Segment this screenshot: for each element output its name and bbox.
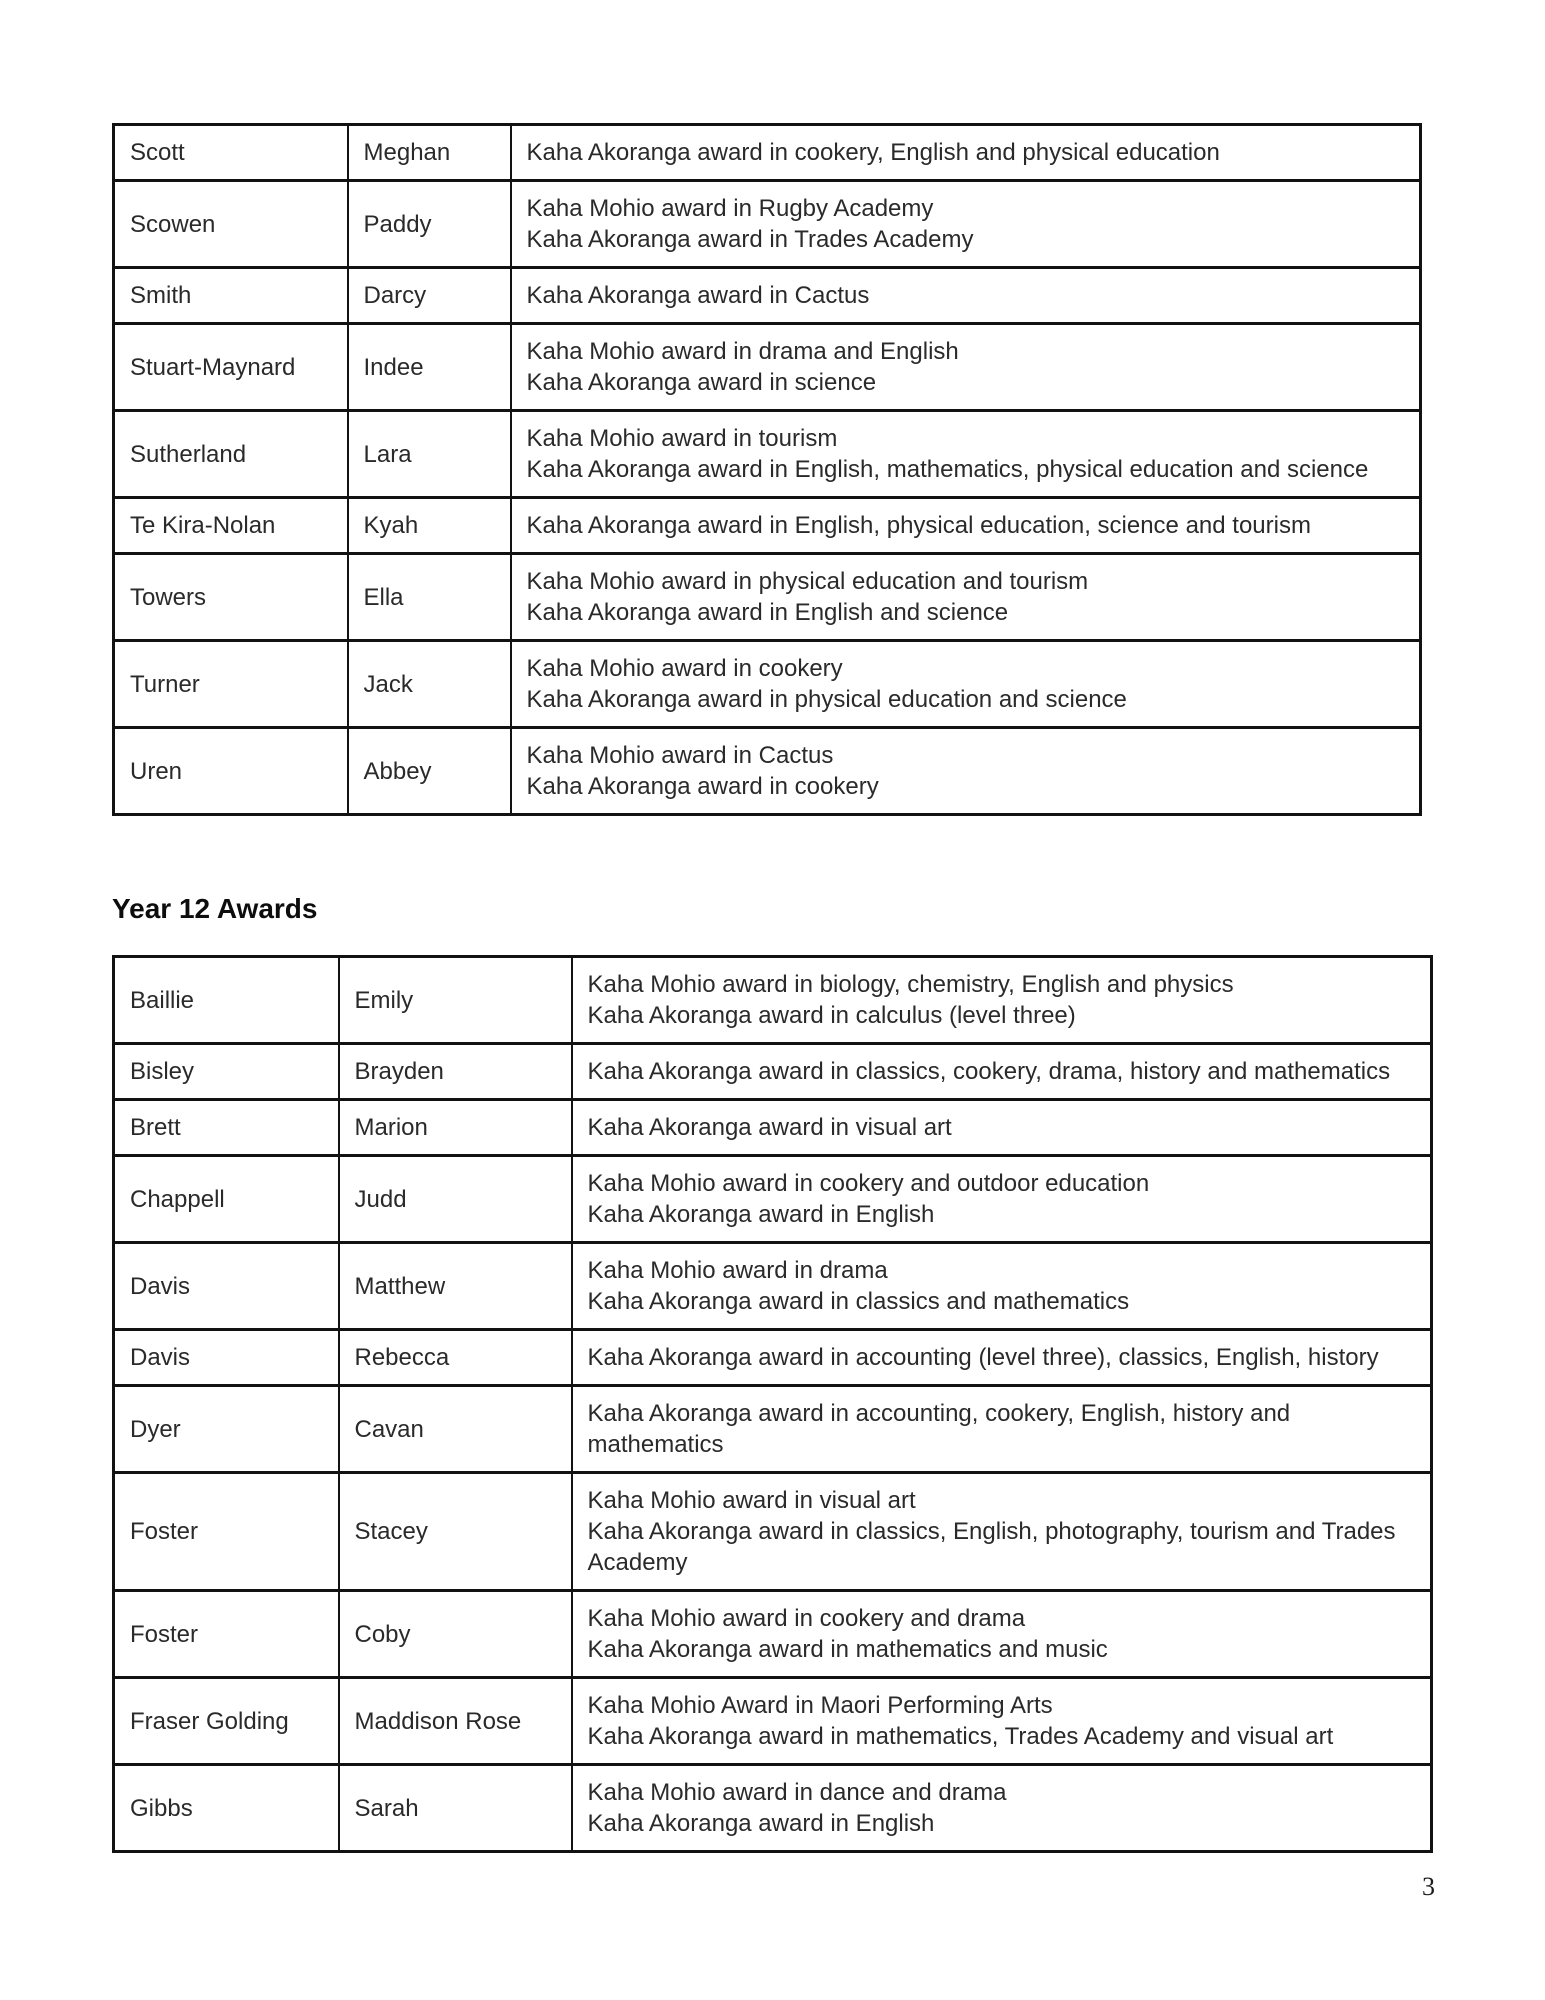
table-row — [114, 1765, 1432, 1852]
table-row — [114, 728, 1421, 815]
surname-cell: Davis — [114, 1243, 339, 1330]
first-name-cell: Jack — [348, 641, 511, 728]
awards-cell — [572, 1591, 1432, 1678]
table-row — [114, 957, 1432, 1044]
surname-cell: Fraser Golding — [114, 1678, 339, 1765]
surname-cell: Smith — [114, 268, 348, 324]
award-line: Kaha Mohio award in biology, chemistry, English and physics — [587, 971, 1234, 998]
table-row — [114, 554, 1421, 641]
awards-cell — [511, 268, 1421, 324]
award-line: Kaha Akoranga award in visual art — [587, 1114, 952, 1141]
surname-cell: Dyer — [114, 1386, 339, 1473]
surname-cell: Stuart-Maynard — [114, 324, 348, 411]
first-name-cell: Ella — [348, 554, 511, 641]
first-name-cell: Emily — [339, 957, 572, 1044]
table-row — [114, 1044, 1432, 1100]
awards-cell — [572, 1678, 1432, 1765]
table-row — [114, 1591, 1432, 1678]
surname-cell: Davis — [114, 1330, 339, 1386]
award-line: Kaha Mohio award in drama — [587, 1257, 888, 1284]
table-row — [114, 641, 1421, 728]
award-line: Kaha Akoranga award in accounting (level three), classics, English, history — [587, 1344, 1379, 1371]
awards-cell — [511, 324, 1421, 411]
award-line: Kaha Mohio award in Rugby Academy — [526, 195, 934, 222]
table-row — [114, 1100, 1432, 1156]
first-name-cell: Maddison Rose — [339, 1678, 572, 1765]
table-row — [114, 1473, 1432, 1591]
awards-cell — [511, 728, 1421, 815]
award-line: Kaha Mohio Award in Maori Performing Arts — [587, 1692, 1053, 1719]
table-row — [114, 324, 1421, 411]
award-line: Kaha Akoranga award in cookery — [526, 773, 879, 800]
surname-cell: Bisley — [114, 1044, 339, 1100]
awards-cell — [511, 125, 1421, 181]
table-row — [114, 181, 1421, 268]
award-line: Kaha Mohio award in cookery — [526, 655, 843, 682]
awards-cell — [572, 1100, 1432, 1156]
award-line: Kaha Mohio award in tourism — [526, 425, 838, 452]
award-line: Kaha Akoranga award in Cactus — [526, 282, 870, 309]
award-line: Kaha Akoranga award in classics, cookery, drama, history and mathematics — [587, 1058, 1391, 1085]
award-line: Kaha Akoranga award in English — [587, 1201, 935, 1228]
first-name-cell: Meghan — [348, 125, 511, 181]
awards-cell — [572, 1243, 1432, 1330]
surname-cell: Baillie — [114, 957, 339, 1044]
awards-cell — [511, 641, 1421, 728]
awards-cell — [511, 554, 1421, 641]
surname-cell: Te Kira-Nolan — [114, 498, 348, 554]
surname-cell: Scowen — [114, 181, 348, 268]
year-12-awards-table — [112, 955, 1433, 1853]
first-name-cell: Matthew — [339, 1243, 572, 1330]
first-name-cell: Stacey — [339, 1473, 572, 1591]
surname-cell: Foster — [114, 1591, 339, 1678]
surname-cell: Scott — [114, 125, 348, 181]
first-name-cell: Judd — [339, 1156, 572, 1243]
award-line: Kaha Mohio award in cookery and outdoor education — [587, 1170, 1150, 1197]
first-name-cell: Brayden — [339, 1044, 572, 1100]
award-line: Kaha Akoranga award in calculus (level three) — [587, 1002, 1076, 1029]
award-line: Kaha Mohio award in Cactus — [526, 742, 834, 769]
award-line: Kaha Mohio award in cookery and drama — [587, 1605, 1026, 1632]
year-11-awards-table — [112, 123, 1422, 816]
first-name-cell: Paddy — [348, 181, 511, 268]
award-line: Kaha Akoranga award in English, mathematics, physical education and science — [526, 456, 1369, 483]
awards-cell — [572, 1044, 1432, 1100]
award-line: Kaha Akoranga award in classics, English, photography, tourism and Trades Academy — [587, 1518, 1396, 1576]
award-line: Kaha Akoranga award in mathematics and music — [587, 1636, 1108, 1663]
first-name-cell: Rebecca — [339, 1330, 572, 1386]
awards-cell — [572, 1156, 1432, 1243]
surname-cell: Turner — [114, 641, 348, 728]
first-name-cell: Cavan — [339, 1386, 572, 1473]
year-12-awards-heading: Year 12 Awards — [112, 893, 318, 924]
awards-cell — [572, 1765, 1432, 1852]
award-line: Kaha Akoranga award in accounting, cookery, English, history and mathematics — [587, 1400, 1291, 1458]
awards-cell — [511, 181, 1421, 268]
table-row — [114, 268, 1421, 324]
awards-cell — [572, 1386, 1432, 1473]
award-line: Kaha Akoranga award in English — [587, 1810, 935, 1837]
surname-cell: Uren — [114, 728, 348, 815]
award-line: Kaha Akoranga award in English, physical education, science and tourism — [526, 512, 1311, 539]
surname-cell: Towers — [114, 554, 348, 641]
awards-cell — [572, 957, 1432, 1044]
award-line: Kaha Mohio award in physical education and tourism — [526, 568, 1089, 595]
surname-cell: Foster — [114, 1473, 339, 1591]
first-name-cell: Marion — [339, 1100, 572, 1156]
table-row — [114, 411, 1421, 498]
award-line: Kaha Akoranga award in cookery, English and physical education — [526, 139, 1220, 166]
table-row — [114, 1156, 1432, 1243]
award-line: Kaha Mohio award in drama and English — [526, 338, 959, 365]
page-number: 3 — [1422, 1872, 1435, 1901]
first-name-cell: Lara — [348, 411, 511, 498]
first-name-cell: Darcy — [348, 268, 511, 324]
first-name-cell: Abbey — [348, 728, 511, 815]
award-line: Kaha Akoranga award in mathematics, Trades Academy and visual art — [587, 1723, 1334, 1750]
table-row — [114, 1243, 1432, 1330]
first-name-cell: Indee — [348, 324, 511, 411]
surname-cell: Brett — [114, 1100, 339, 1156]
award-line: Kaha Mohio award in dance and drama — [587, 1779, 1007, 1806]
award-line: Kaha Akoranga award in science — [526, 369, 877, 396]
awards-cell — [511, 411, 1421, 498]
award-line: Kaha Akoranga award in English and science — [526, 599, 1009, 626]
award-line: Kaha Akoranga award in classics and mathematics — [587, 1288, 1130, 1315]
table-row — [114, 1330, 1432, 1386]
first-name-cell: Sarah — [339, 1765, 572, 1852]
first-name-cell: Coby — [339, 1591, 572, 1678]
surname-cell: Chappell — [114, 1156, 339, 1243]
surname-cell: Sutherland — [114, 411, 348, 498]
award-line: Kaha Mohio award in visual art — [587, 1487, 916, 1514]
award-line: Kaha Akoranga award in physical education and science — [526, 686, 1127, 713]
awards-cell — [572, 1473, 1432, 1591]
surname-cell: Gibbs — [114, 1765, 339, 1852]
table-row — [114, 1386, 1432, 1473]
awards-cell — [572, 1330, 1432, 1386]
awards-cell — [511, 498, 1421, 554]
first-name-cell: Kyah — [348, 498, 511, 554]
table-row — [114, 498, 1421, 554]
table-row — [114, 125, 1421, 181]
table-row — [114, 1678, 1432, 1765]
award-line: Kaha Akoranga award in Trades Academy — [526, 226, 974, 253]
